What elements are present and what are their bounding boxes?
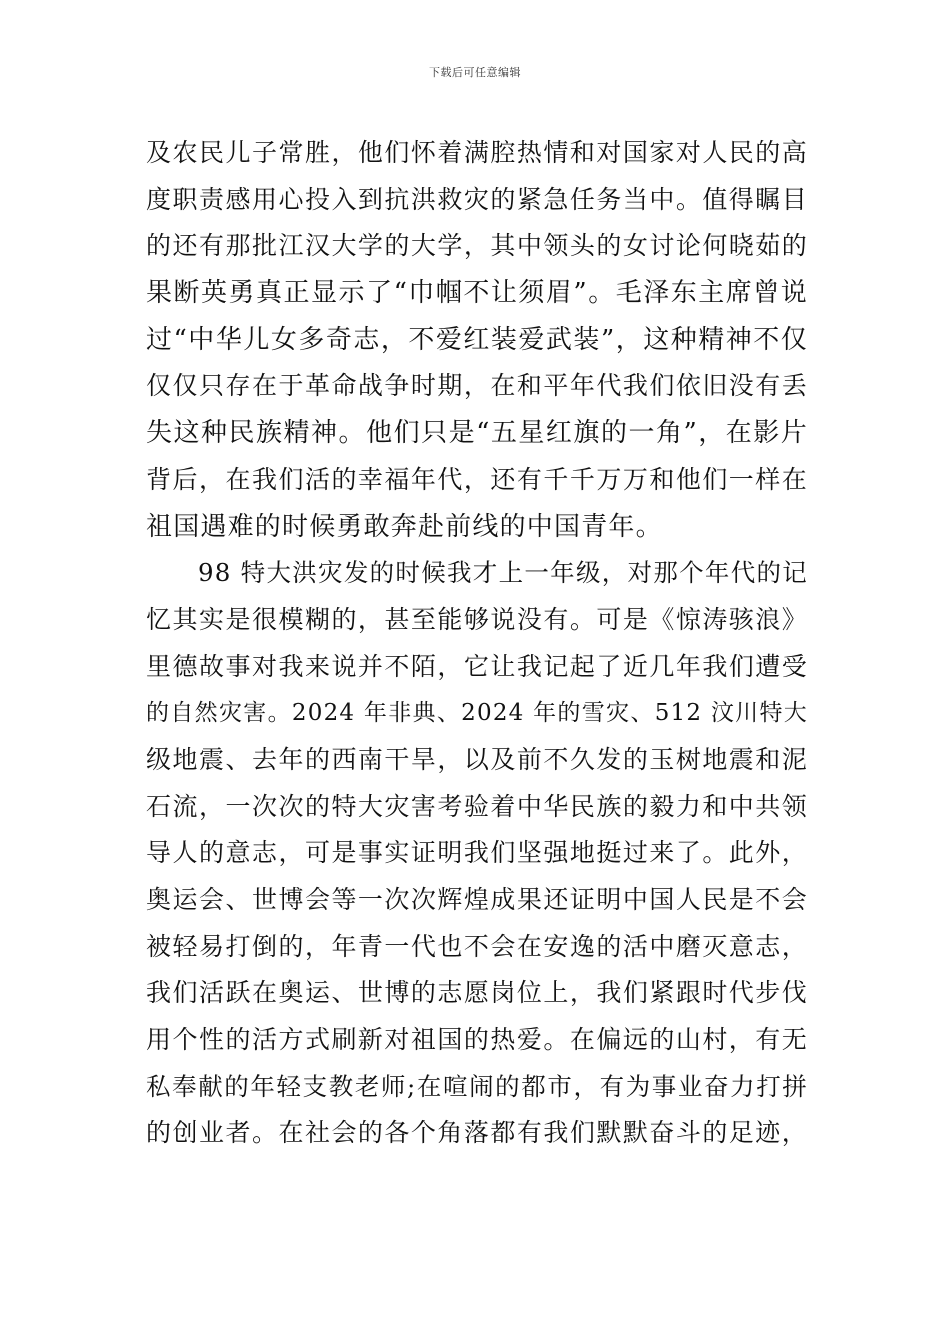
text-line: 果断英勇真正显示了“巾帼不让须眉”。毛泽东主席曾说 [146,278,808,309]
text-line: 过“中华儿女多奇志，不爱红装爱武装”，这种精神不仅 [146,324,808,355]
text-line: 导人的意志，可是事实证明我们坚强地挺过来了。此外， [146,838,808,868]
text-line: 用个性的活方式刷新对祖国的热爱。在偏远的山村，有无 [146,1025,808,1055]
text-line: 仅仅只存在于革命战争时期，在和平年代我们依旧没有丢 [146,371,808,401]
text-line: 忆其实是很模糊的，甚至能够说没有。可是《惊涛骇浪》 [146,604,808,634]
text-line: 级地震、去年的西南干旱，以及前不久发的玉树地震和泥 [146,744,808,774]
text-line: 的还有那批江汉大学的大学，其中领头的女讨论何晓茹的 [146,231,808,261]
text-line: 及农民儿子常胜，他们怀着满腔热情和对国家对人民的高 [146,138,808,167]
text-line: 我们活跃在奥运、世博的志愿岗位上，我们紧跟时代步伐 [146,978,808,1008]
document-body [146,130,808,1157]
text-line: 私奉献的年轻支教老师;在喧闹的都市，有为事业奋力打拼 [146,1071,808,1101]
text-line: 的自然灾害。2024 年非典、2024 年的雪灾、512 汶川特大 [146,700,808,727]
paragraph-first-line: 98 特大洪灾发的时候我才上一年级，对那个年代的记 [198,558,808,588]
text-line: 石流，一次次的特大灾害考验着中华民族的毅力和中共领 [146,791,808,821]
text-line: 被轻易打倒的，年青一代也不会在安逸的活中磨灭意志， [146,931,808,961]
text-line: 奥运会、世博会等一次次辉煌成果还证明中国人民是不会 [146,885,808,914]
text-line: 失这种民族精神。他们只是“五星红旗的一角”，在影片 [146,418,808,449]
text-line: 的创业者。在社会的各个角落都有我们默默奋斗的足迹， [146,1118,808,1148]
text-line: 度职责感用心投入到抗洪救灾的紧急任务当中。值得瞩目 [146,184,808,214]
text-line: 背后，在我们活的幸福年代，还有千千万万和他们一样在 [146,464,808,494]
text-line: 里德故事对我来说并不陌，它让我记起了近几年我们遭受 [146,651,808,681]
text-line: 祖国遇难的时候勇敢奔赴前线的中国青年。 [146,511,663,542]
page-header: 下载后可任意编辑 [429,66,521,79]
